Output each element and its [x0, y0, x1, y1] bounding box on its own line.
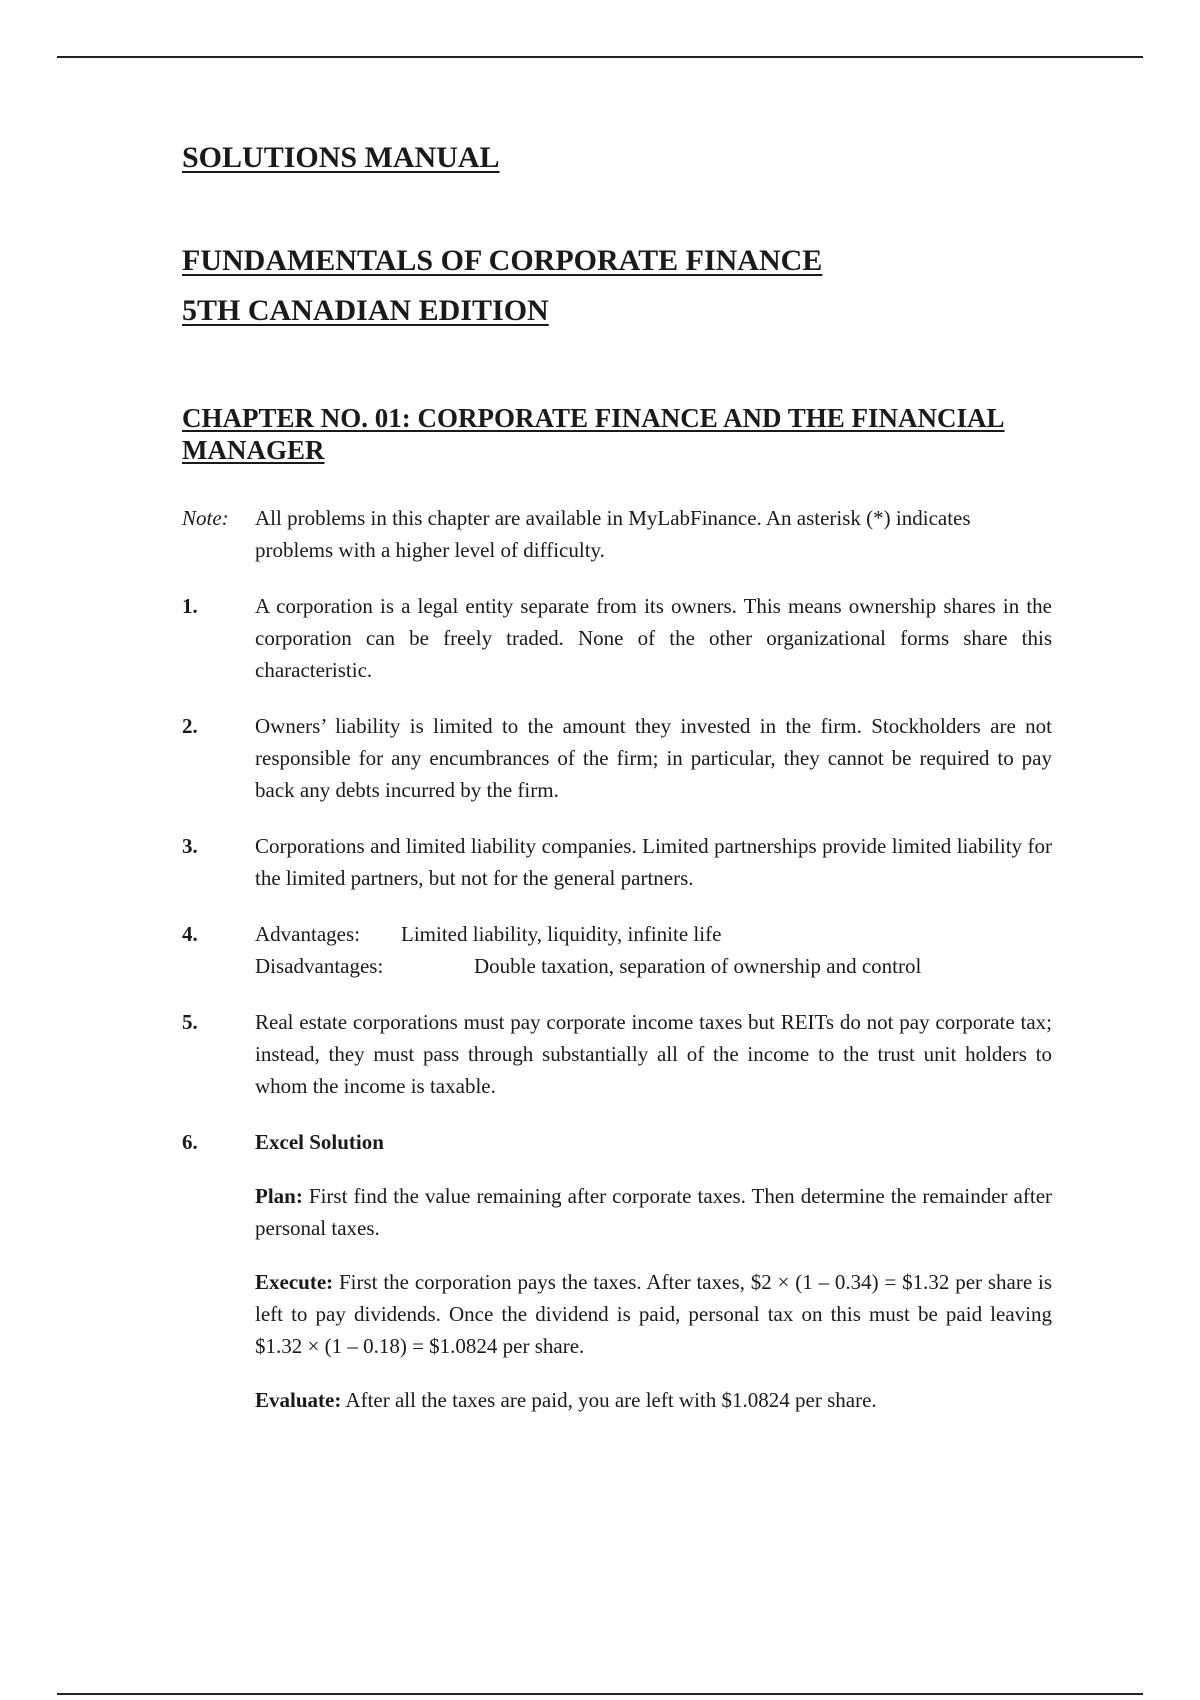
answer-number: 5. [182, 1010, 198, 1034]
book-title-line-2: 5TH CANADIAN EDITION [182, 294, 549, 327]
plan-paragraph [255, 1180, 1052, 1244]
answer-number: 2. [182, 714, 198, 738]
answer-4 [182, 918, 1052, 982]
answer-text: A corporation is a legal entity separate from its owners. This means ownership shares in the corporation can be freely traded. None of the other organizational forms share this characteristic. [255, 594, 1052, 682]
plan-label: Plan: [255, 1184, 303, 1208]
evaluate-text: After all the taxes are paid, you are left with $1.0824 per share. [345, 1388, 877, 1412]
disadvantages-row [255, 950, 1052, 982]
document-body [182, 140, 1052, 1416]
answer-number: 6. [182, 1130, 198, 1154]
book-title-line-1: FUNDAMENTALS OF CORPORATE FINANCE [182, 244, 823, 277]
bottom-rule [57, 1693, 1143, 1695]
excel-solution-heading: Excel Solution [255, 1130, 384, 1154]
evaluate-label: Evaluate: [255, 1388, 342, 1412]
execute-label: Execute: [255, 1270, 334, 1294]
advantages-row [255, 918, 1052, 950]
advantages-label: Advantages: [255, 922, 360, 946]
answer-2 [182, 710, 1052, 806]
book-title [182, 236, 1052, 336]
answer-body [255, 918, 1052, 982]
answer-3 [182, 830, 1052, 894]
plan-text: First find the value remaining after corporate taxes. Then determine the remainder after personal taxes. [255, 1184, 1053, 1240]
note [182, 502, 1052, 566]
note-label: Note: [182, 506, 229, 530]
execute-paragraph [255, 1266, 1052, 1362]
answer-text: Corporations and limited liability companies. Limited partnerships provide limited liability for the limited partners, but not for the general partners. [255, 834, 1052, 890]
note-text: All problems in this chapter are available in MyLabFinance. An asterisk (*) indicates problems with a higher level of difficulty. [255, 506, 971, 562]
answer-number: 1. [182, 594, 198, 618]
answer-5 [182, 1006, 1052, 1102]
disadvantages-label: Disadvantages: [255, 954, 384, 978]
manual-title: SOLUTIONS MANUAL [182, 141, 500, 174]
advantages-text: Limited liability, liquidity, infinite life [401, 922, 722, 946]
chapter-title: CHAPTER NO. 01: CORPORATE FINANCE AND THE FINANCIAL MANAGER [182, 403, 1005, 465]
answer-text: Owners’ liability is limited to the amount they invested in the firm. Stockholders are not responsible for any encumbrances of the firm; in particular, they cannot be required to pay back any debts incurred by the firm. [255, 714, 1052, 802]
answer-text: Real estate corporations must pay corporate income taxes but REITs do not pay corporate tax; instead, they must pass through substantially all of the income to the trust unit holders to whom the income is taxable. [255, 1010, 1052, 1098]
evaluate-paragraph [255, 1384, 1052, 1416]
answer-number: 3. [182, 834, 198, 858]
answer-1 [182, 590, 1052, 686]
answer-6 [182, 1126, 1052, 1416]
disadvantages-text: Double taxation, separation of ownership and control [474, 954, 922, 978]
answer-body [255, 1126, 1052, 1416]
top-rule [57, 56, 1143, 58]
execute-text: First the corporation pays the taxes. After taxes, $2 × (1 – 0.34) = $1.32 per share is left to pay dividends. Once the dividend is paid, personal tax on this must be paid leaving $1.32 × (1 – 0.18) = $1.0824 per share. [255, 1270, 1052, 1358]
answer-number: 4. [182, 922, 198, 946]
